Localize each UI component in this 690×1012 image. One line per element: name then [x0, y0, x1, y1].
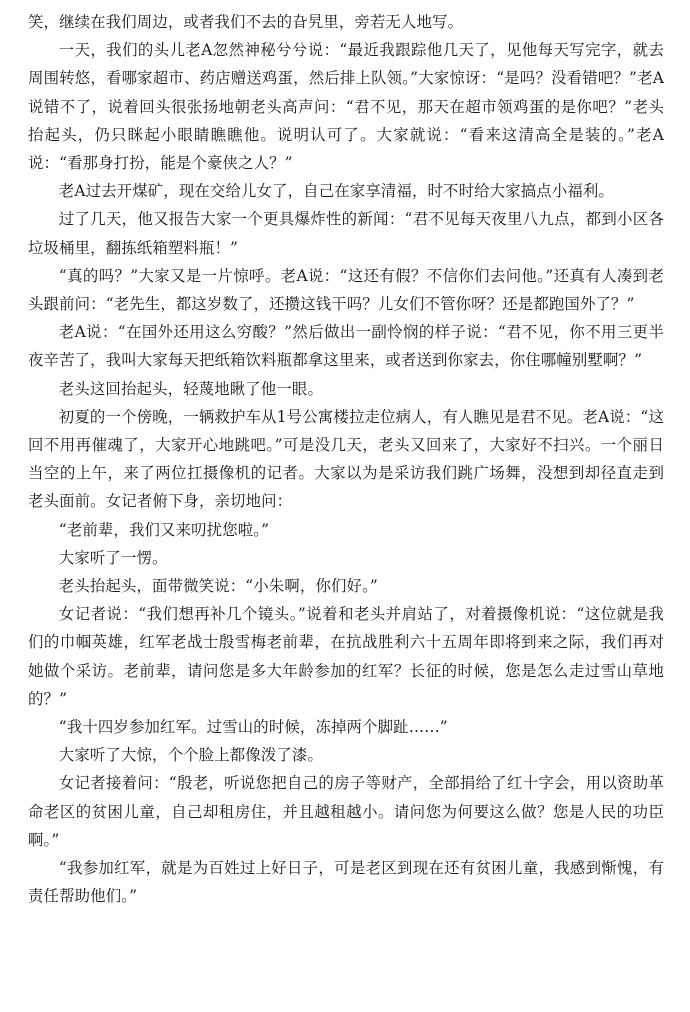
paragraph: “真的吗？”大家又是一片惊呼。老A说：“这还有假？不信你们去问他。”还真有人凑到老头跟前问：“老先生，都这岁数了，还攒这钱干吗？儿女们不管你呀？还是都跑国外了？” — [28, 266, 664, 314]
paragraph: “我十四岁参加红军。过雪山的时候，冻掉两个脚趾……” — [58, 718, 448, 737]
paragraph: 大家听了大惊，个个脸上都像泼了漆。 — [58, 746, 323, 765]
paragraph: 一天，我们的头儿老A忽然神秘兮兮说：“最近我跟踪他几天了，见他每天写完字，就去周围转悠，看哪家超市、药店赠送鸡蛋，然后排上队领。”大家惊讶：“是吗？没看错吧？”老A说错不了，说着回头很张扬地朝老头高声问：“君不见，那天在超市领鸡蛋的是你吧？”老头抬起头，仍只眯起小眼睛瞧瞧他。说明认可了。大家就说：“看来这清高全是装的。”老A说：“看那身打扮，能是个豪侠之人？” — [28, 41, 664, 173]
paragraph: 女记者说：“我们想再补几个镜头。”说着和老头并肩站了，对着摄像机说：“这位就是我们的巾帼英雄，红军老战士殷雪梅老前辈，在抗战胜利六十五周年即将到来之际，我们再对她做个采访。老前辈，请问您是多大年龄参加的红军？长征的时候，您是怎么走过雪山草地的？” — [28, 605, 664, 708]
paragraph: 老A过去开煤矿，现在交给儿女了，自己在家享清福，时不时给大家搞点小福利。 — [58, 182, 614, 201]
paragraph: 大家听了一愣。 — [58, 548, 168, 567]
paragraph: 初夏的一个傍晚，一辆救护车从1号公寓楼拉走位病人，有人瞧见是君不见。老A说：“这回不用再催魂了，大家开心地跳吧。”可是没几天，老头又回来了，大家好不扫兴。一个丽日当空的上午，来了两位扛摄像机的记者。大家以为是采访我们跳广场舞，没想到却径直走到老头面前。女记者俯下身，亲切地问： — [28, 407, 664, 511]
paragraph: 老A说：“在国外还用这么穷酸？”然后做出一副怜悯的样子说：“君不见，你不用三更半夜辛苦了，我叫大家每天把纸箱饮料瓶都拿这里来，或者送到你家去，你住哪幢别墅啊？” — [28, 323, 664, 370]
paragraph: 笑，继续在我们周边，或者我们不去的旮旯里，旁若无人地写。 — [28, 13, 464, 31]
paragraph: 老头抬起头，面带微笑说：“小朱啊，你们好。” — [58, 577, 378, 596]
paragraph: 老头这回抬起头，轻蔑地瞅了他一眼。 — [58, 379, 323, 398]
paragraph: “老前辈，我们又来叨扰您啦。” — [58, 520, 270, 539]
paragraph: 女记者接着问：“殷老，听说您把自己的房子等财产，全部捐给了红十字会，用以资助革命老区的贫困儿童，自己却租房住，并且越租越小。请问您为何要这么做？您是人民的功臣啊。” — [28, 774, 664, 849]
article-body — [28, 8, 664, 911]
paragraph: “我参加红军，就是为百姓过上好日子，可是老区到现在还有贫困儿童，我感到惭愧，有责任帮助他们。” — [28, 859, 664, 906]
paragraph: 过了几天，他又报告大家一个更具爆炸性的新闻：“君不见每天夜里八九点，都到小区各垃圾桶里，翻拣纸箱塑料瓶！” — [28, 210, 664, 257]
